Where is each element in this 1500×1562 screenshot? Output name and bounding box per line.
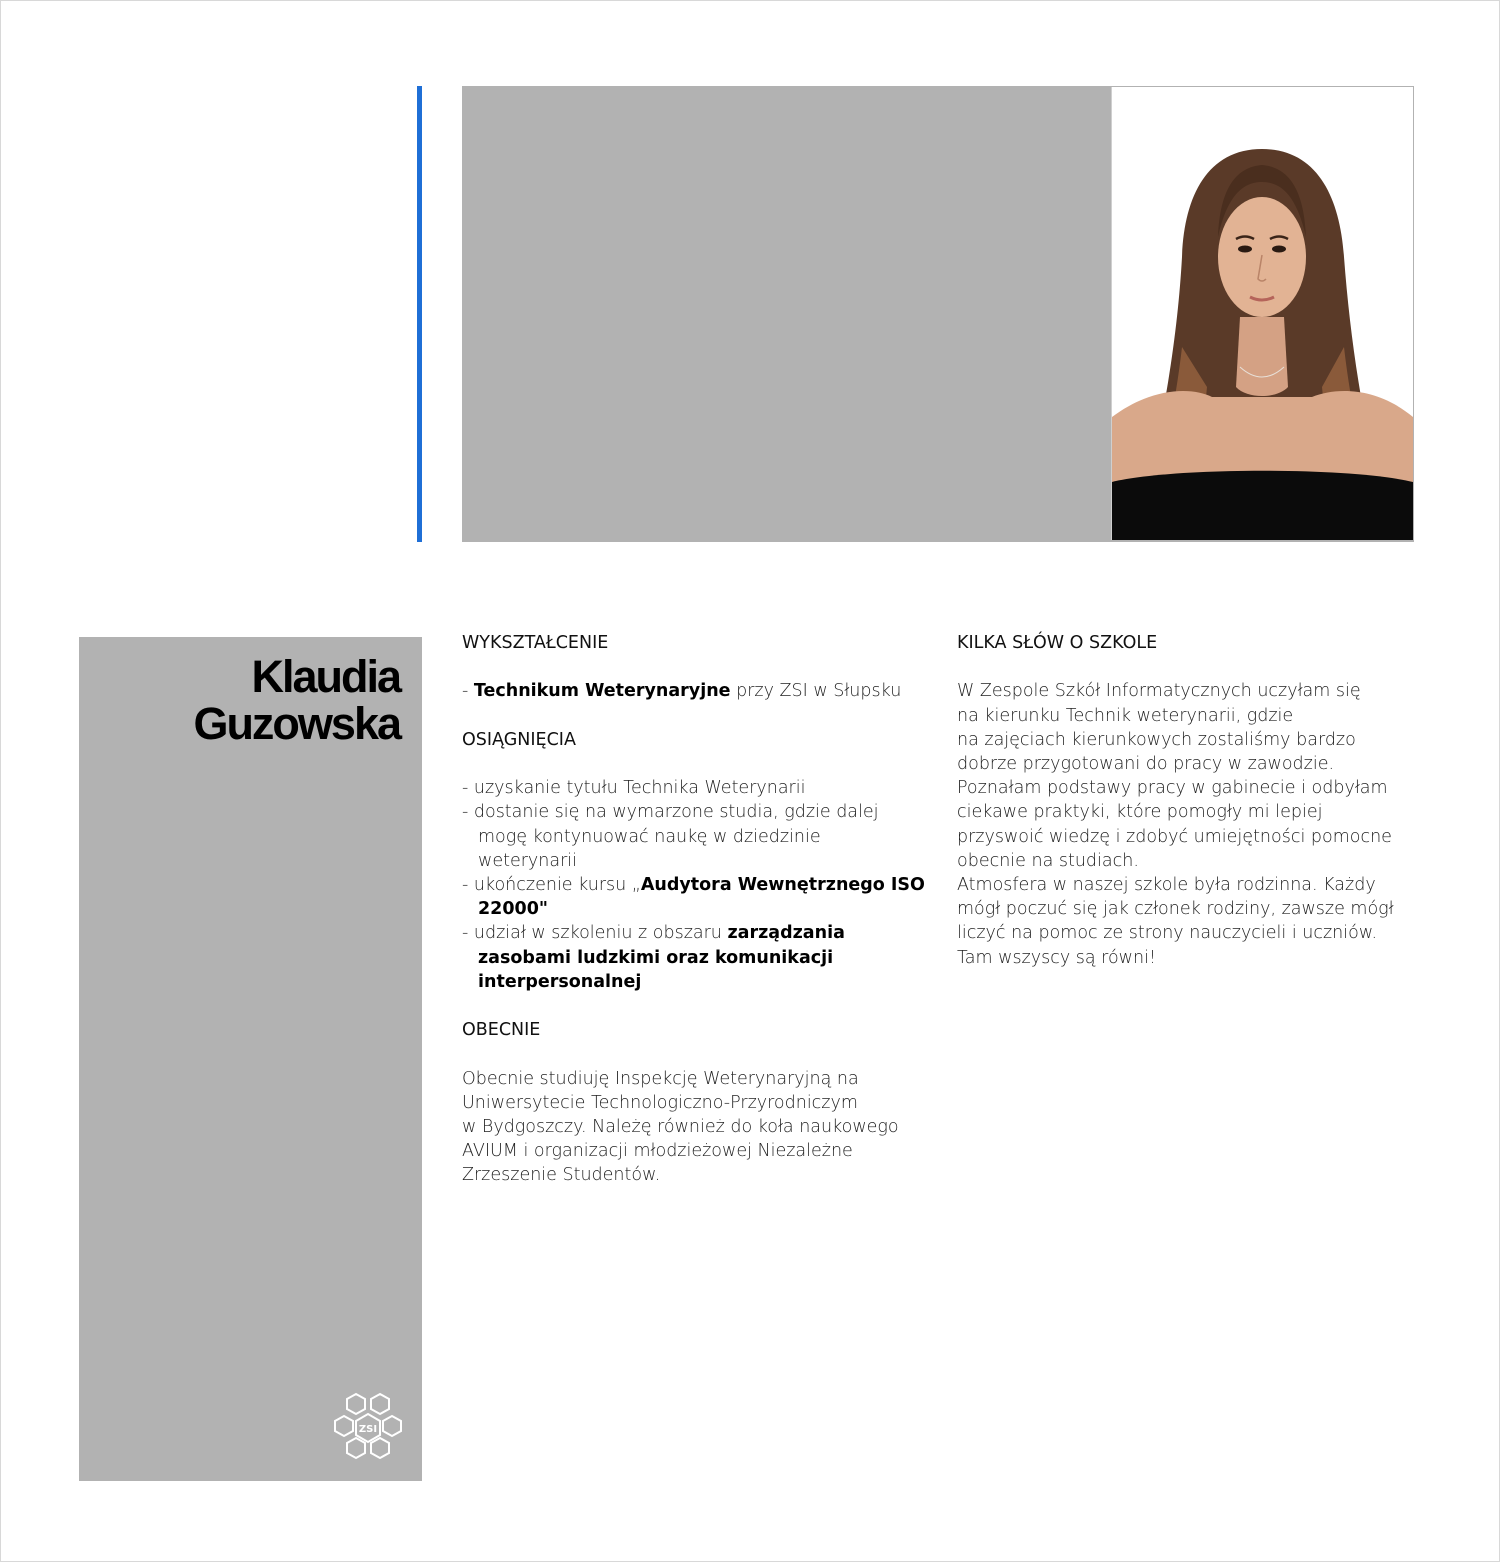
- school-text-line: na zajęciach kierunkowych zostaliśmy bardzo: [957, 729, 1356, 750]
- school-text-line: obecnie na studiach.: [957, 850, 1139, 871]
- school-text-line: Tam wszyscy są równi!: [957, 947, 1156, 968]
- achievement-item: - uzyskanie tytułu Technika Weterynarii: [462, 778, 806, 799]
- achievements-heading: OSIĄGNIĘCIA: [462, 729, 576, 750]
- school-heading: KILKA SŁÓW O SZKOLE: [957, 633, 1158, 653]
- current-text-line: w Bydgoszczy. Należę również do koła naukowego: [462, 1116, 899, 1137]
- achievement-item: - dostanie się na wymarzone studia, gdzie dalej: [462, 802, 879, 823]
- portrait-photo-icon: [1112, 87, 1413, 540]
- last-name: Guzowska: [193, 698, 400, 749]
- current-heading: OBECNIE: [462, 1020, 541, 1041]
- school-text-line: dobrze przygotowani do pracy w zawodzie.: [957, 754, 1335, 774]
- current-text-line: Zrzeszenie Studentów.: [462, 1165, 661, 1186]
- right-column: [957, 631, 1417, 970]
- achievement-item-cont: weterynarii: [478, 850, 577, 871]
- achievement-item: - udział w szkoleniu z obszaru zarządzania: [462, 923, 845, 944]
- achievement-item-cont: mogę kontynuować naukę w dziedzinie: [478, 826, 821, 847]
- school-text-line: na kierunku Technik weterynarii, gdzie: [957, 705, 1294, 726]
- achievement-item: - ukończenie kursu „Audytora Wewnętrznego ISO: [462, 874, 925, 895]
- school-text-line: liczyć na pomoc ze strony nauczycieli i uczniów.: [957, 923, 1378, 944]
- achievement-item-cont: interpersonalnej: [478, 971, 642, 992]
- achievement-item-cont: 22000": [478, 899, 548, 920]
- svg-text:ZSI: ZSI: [358, 1424, 378, 1435]
- first-name: Klaudia: [251, 651, 400, 702]
- school-text-line: W Zespole Szkół Informatycznych uczyłam się: [957, 681, 1361, 702]
- left-column: [462, 631, 932, 1188]
- sidebar-panel: [79, 637, 422, 1481]
- school-text-line: przyswoić wiedzę i zdobyć umiejętności pomocne: [957, 826, 1392, 847]
- portrait-photo: [1111, 87, 1413, 540]
- school-text-line: Poznałam podstawy pracy w gabinecie i odbyłam: [957, 778, 1388, 799]
- current-text-line: Uniwersytecie Technologiczno-Przyrodniczym: [462, 1092, 858, 1113]
- achievement-item-cont: zasobami ludzkimi oraz komunikacji: [478, 947, 834, 968]
- accent-bar: [417, 86, 422, 542]
- school-text-line: ciekawe praktyki, które pomogły mi lepiej: [957, 802, 1323, 823]
- current-text-line: AVIUM i organizacji młodzieżowej Niezależne: [462, 1141, 853, 1162]
- education-item: - Technikum Weterynaryjne przy ZSI w Słupsku: [462, 681, 902, 702]
- current-text-line: Obecnie studiuję Inspekcję Weterynaryjną na: [462, 1068, 859, 1089]
- education-heading: WYKSZTAŁCENIE: [462, 633, 609, 653]
- person-name: [193, 653, 400, 747]
- school-text-line: Atmosfera w naszej szkole była rodzinna. Każdy: [957, 875, 1376, 896]
- zsi-hexagon-logo-icon: [332, 1392, 404, 1464]
- school-text-line: mógł poczuć się jak członek rodziny, zawsze mógł: [957, 899, 1394, 920]
